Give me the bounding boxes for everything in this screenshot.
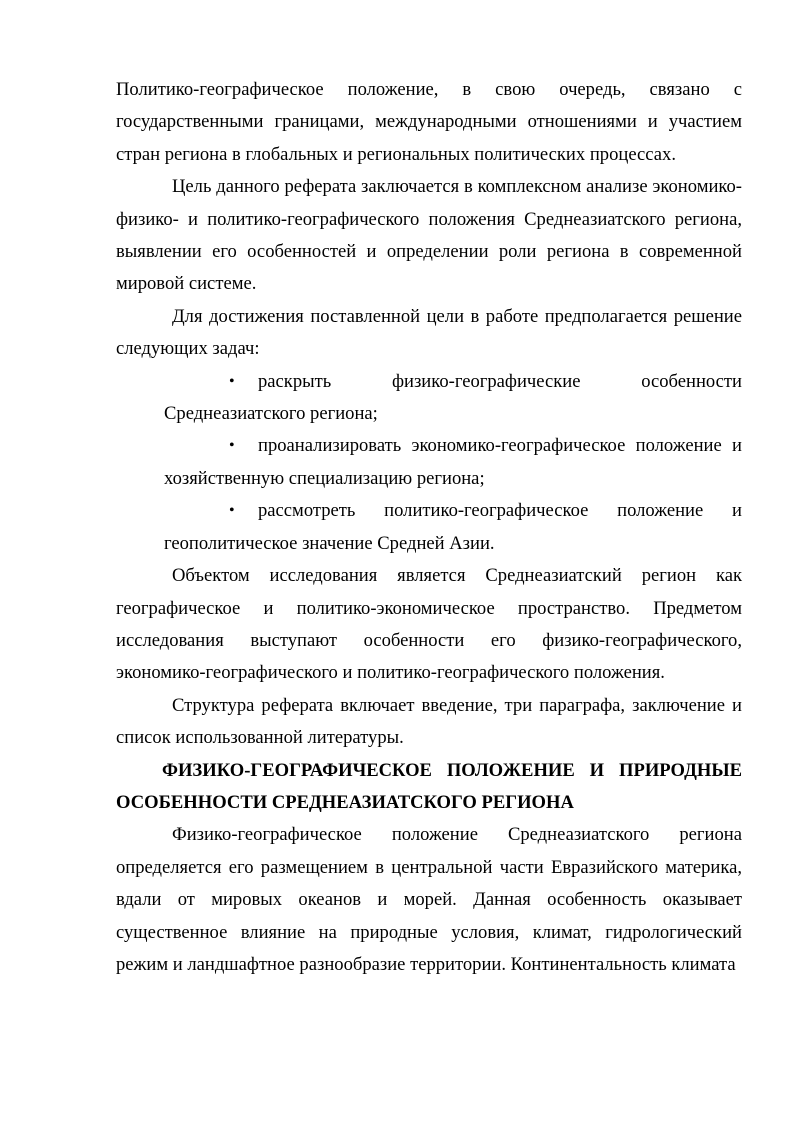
- paragraph-structure: Структура реферата включает введение, три параграфа, заключение и список использованной литературы.: [116, 694, 742, 749]
- list-item: [116, 366, 742, 431]
- list-item: [116, 430, 742, 495]
- bullet-icon: •: [229, 502, 235, 520]
- paragraph-political-position: Политико-географическое положение, в свою очередь, связано с государственными границами, международными отношениями и участием стран региона в глобальных и региональных политических процессах.: [116, 79, 742, 165]
- list-item-text: рассмотреть политико-географическое положение и геополитическое значение Средней Азии.: [164, 500, 742, 554]
- list-item-text: проанализировать экономико-географическое положение и хозяйственную специализацию региона;: [164, 435, 742, 489]
- paragraph-object-subject: Объектом исследования является Среднеазиатский регион как географическое и политико-экономическое пространство. Предметом исследования выступают особенности его физико-географического, экономико-географического и политико-географического положения.: [116, 565, 742, 684]
- list-item: [116, 495, 742, 560]
- bullet-icon: •: [229, 372, 235, 390]
- paragraph-tasks-intro: Для достижения поставленной цели в работе предполагается решение следующих задач:: [116, 305, 742, 360]
- section-heading: ФИЗИКО-ГЕОГРАФИЧЕСКОЕ ПОЛОЖЕНИЕ И ПРИРОДНЫЕ ОСОБЕННОСТИ СРЕДНЕАЗИАТСКОГО РЕГИОНА: [116, 759, 742, 813]
- document-page: [116, 74, 742, 981]
- list-item-text: раскрыть физико-географические особенности Среднеазиатского региона;: [164, 370, 742, 425]
- paragraph-physical-position: Физико-географическое положение Среднеазиатского региона определяется его размещением в центральной части Евразийского материка, вдали от мировых океанов и морей. Данная особенность оказывает существенное влияние на природные условия, климат, гидрологический режим и ландшафтное разнообразие территории. Континентальность климата: [116, 824, 742, 975]
- paragraph-goal: Цель данного реферата заключается в комплексном анализе экономико-физико- и политико-географического положения Среднеазиатского региона, выявлении его особенностей и определении роли региона в современной мировой системе.: [116, 176, 742, 295]
- bullet-icon: •: [229, 437, 235, 455]
